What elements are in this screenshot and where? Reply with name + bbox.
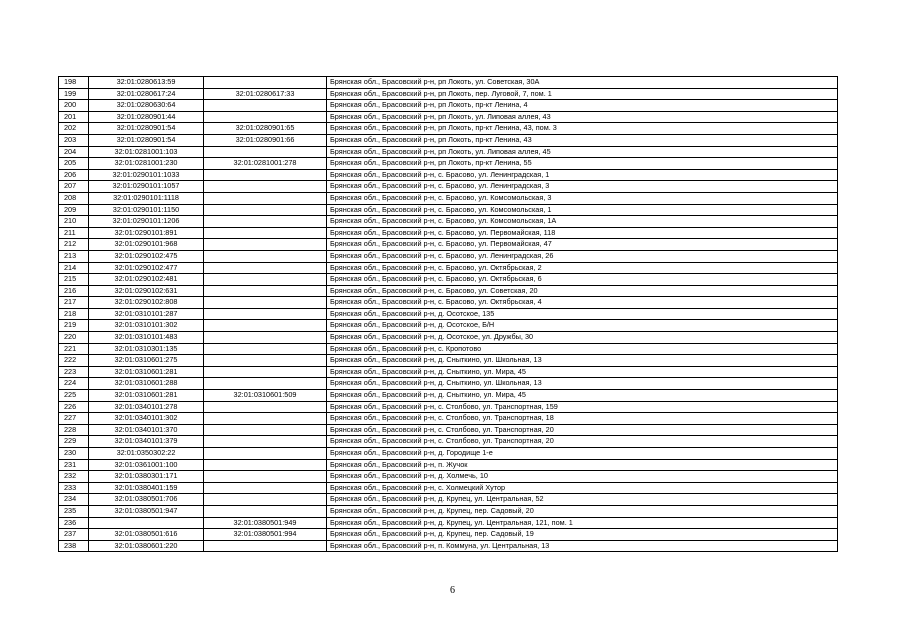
related-cadastral-number-cell [204,471,327,483]
address-cell: Брянская обл., Брасовский р-н, рп Локоть, ул. Липовая аллея, 45 [327,146,838,158]
table-row [59,517,838,529]
cadastral-table [58,76,838,552]
table-row [59,123,838,135]
row-number-cell: 204 [59,146,89,158]
related-cadastral-number-cell [204,77,327,89]
table-row [59,540,838,552]
related-cadastral-number-cell [204,181,327,193]
table-row [59,343,838,355]
related-cadastral-number-cell: 32:01:0380501:994 [204,529,327,541]
row-number-cell: 217 [59,297,89,309]
row-number-cell: 235 [59,505,89,517]
related-cadastral-number-cell [204,332,327,344]
row-number-cell: 229 [59,436,89,448]
cadastral-number-cell: 32:01:0340101:370 [89,424,204,436]
cadastral-number-cell: 32:01:0281001:103 [89,146,204,158]
table-row [59,192,838,204]
cadastral-number-cell: 32:01:0380501:947 [89,505,204,517]
cadastral-number-cell: 32:01:0380301:171 [89,471,204,483]
table-body [59,77,838,552]
table-row [59,401,838,413]
related-cadastral-number-cell [204,204,327,216]
cadastral-number-cell: 32:01:0310101:287 [89,308,204,320]
cadastral-number-cell: 32:01:0310101:302 [89,320,204,332]
row-number-cell: 199 [59,88,89,100]
cadastral-number-cell: 32:01:0280617:24 [89,88,204,100]
row-number-cell: 202 [59,123,89,135]
table-row [59,262,838,274]
row-number-cell: 203 [59,134,89,146]
row-number-cell: 230 [59,448,89,460]
address-cell: Брянская обл., Брасовский р-н, д. Сныткино, ул. Школьная, 13 [327,355,838,367]
cadastral-number-cell: 32:01:0340101:278 [89,401,204,413]
related-cadastral-number-cell [204,227,327,239]
cadastral-number-cell: 32:01:0380501:706 [89,494,204,506]
related-cadastral-number-cell [204,378,327,390]
cadastral-number-cell: 32:01:0310601:281 [89,366,204,378]
table-row [59,204,838,216]
related-cadastral-number-cell [204,111,327,123]
page-number: 6 [450,585,455,596]
row-number-cell: 206 [59,169,89,181]
address-cell: Брянская обл., Брасовский р-н, д. Сныткино, ул. Мира, 45 [327,366,838,378]
address-cell: Брянская обл., Брасовский р-н, с. Брасово, ул. Октябрьская, 2 [327,262,838,274]
related-cadastral-number-cell [204,505,327,517]
table-row [59,158,838,170]
address-cell: Брянская обл., Брасовский р-н, д. Осотское, 135 [327,308,838,320]
table-row [59,111,838,123]
row-number-cell: 228 [59,424,89,436]
cadastral-number-cell: 32:01:0310301:135 [89,343,204,355]
row-number-cell: 200 [59,100,89,112]
row-number-cell: 216 [59,285,89,297]
related-cadastral-number-cell: 32:01:0280901:66 [204,134,327,146]
related-cadastral-number-cell: 32:01:0280901:65 [204,123,327,135]
table-row [59,471,838,483]
row-number-cell: 238 [59,540,89,552]
table-row [59,227,838,239]
row-number-cell: 236 [59,517,89,529]
address-cell: Брянская обл., Брасовский р-н, д. Крупец, пер. Садовый, 20 [327,505,838,517]
address-cell: Брянская обл., Брасовский р-н, д. Городище 1-е [327,448,838,460]
table-row [59,250,838,262]
row-number-cell: 219 [59,320,89,332]
address-cell: Брянская обл., Брасовский р-н, с. Брасово, ул. Первомайская, 47 [327,239,838,251]
related-cadastral-number-cell [204,355,327,367]
cadastral-number-cell: 32:01:0290102:481 [89,274,204,286]
row-number-cell: 231 [59,459,89,471]
address-cell: Брянская обл., Брасовский р-н, п. Жучок [327,459,838,471]
row-number-cell: 214 [59,262,89,274]
cadastral-number-cell: 32:01:0280613:59 [89,77,204,89]
address-cell: Брянская обл., Брасовский р-н, с. Брасово, ул. Первомайская, 118 [327,227,838,239]
cadastral-number-cell: 32:01:0290102:477 [89,262,204,274]
table-row [59,308,838,320]
row-number-cell: 198 [59,77,89,89]
address-cell: Брянская обл., Брасовский р-н, с. Холмецкий Хутор [327,482,838,494]
address-cell: Брянская обл., Брасовский р-н, с. Брасово, ул. Ленинградская, 26 [327,250,838,262]
address-cell: Брянская обл., Брасовский р-н, рп Локоть, пр-кт Ленина, 43 [327,134,838,146]
address-cell: Брянская обл., Брасовский р-н, с. Брасово, ул. Комсомольская, 3 [327,192,838,204]
address-cell: Брянская обл., Брасовский р-н, рп Локоть, ул. Советская, 30А [327,77,838,89]
row-number-cell: 213 [59,250,89,262]
table-row [59,482,838,494]
row-number-cell: 227 [59,413,89,425]
cadastral-number-cell: 32:01:0290101:968 [89,239,204,251]
address-cell: Брянская обл., Брасовский р-н, д. Осотское, Б/Н [327,320,838,332]
row-number-cell: 212 [59,239,89,251]
related-cadastral-number-cell [204,459,327,471]
related-cadastral-number-cell [204,308,327,320]
table-row [59,366,838,378]
address-cell: Брянская обл., Брасовский р-н, с. Столбово, ул. Транспортная, 159 [327,401,838,413]
related-cadastral-number-cell [204,413,327,425]
related-cadastral-number-cell [204,401,327,413]
address-cell: Брянская обл., Брасовский р-н, д. Холмечь, 10 [327,471,838,483]
row-number-cell: 215 [59,274,89,286]
table-row [59,274,838,286]
table-row [59,285,838,297]
table-row [59,413,838,425]
table-row [59,505,838,517]
address-cell: Брянская обл., Брасовский р-н, п. Коммуна, ул. Центральная, 13 [327,540,838,552]
cadastral-number-cell: 32:01:0290101:1206 [89,216,204,228]
address-cell: Брянская обл., Брасовский р-н, с. Кропотово [327,343,838,355]
address-cell: Брянская обл., Брасовский р-н, с. Брасово, ул. Ленинградская, 3 [327,181,838,193]
cadastral-number-cell: 32:01:0380601:220 [89,540,204,552]
related-cadastral-number-cell [204,192,327,204]
cadastral-number-cell: 32:01:0281001:230 [89,158,204,170]
table-row [59,239,838,251]
cadastral-number-cell: 32:01:0361001:100 [89,459,204,471]
table-row [59,100,838,112]
row-number-cell: 222 [59,355,89,367]
related-cadastral-number-cell [204,250,327,262]
related-cadastral-number-cell [204,285,327,297]
address-cell: Брянская обл., Брасовский р-н, с. Столбово, ул. Транспортная, 20 [327,424,838,436]
address-cell: Брянская обл., Брасовский р-н, рп Локоть, пер. Луговой, 7, пом. 1 [327,88,838,100]
row-number-cell: 220 [59,332,89,344]
row-number-cell: 211 [59,227,89,239]
cadastral-number-cell: 32:01:0280901:54 [89,134,204,146]
related-cadastral-number-cell [204,320,327,332]
table-row [59,355,838,367]
cadastral-number-cell: 32:01:0340101:379 [89,436,204,448]
related-cadastral-number-cell [204,540,327,552]
cadastral-number-cell: 32:01:0310601:288 [89,378,204,390]
table-row [59,181,838,193]
related-cadastral-number-cell [204,146,327,158]
table-row [59,146,838,158]
table-row [59,216,838,228]
row-number-cell: 207 [59,181,89,193]
related-cadastral-number-cell: 32:01:0310601:509 [204,390,327,402]
related-cadastral-number-cell [204,274,327,286]
table-row [59,378,838,390]
cadastral-number-cell: 32:01:0290101:891 [89,227,204,239]
row-number-cell: 223 [59,366,89,378]
cadastral-number-cell: 32:01:0380501:616 [89,529,204,541]
table-row [59,88,838,100]
cadastral-number-cell: 32:01:0290101:1033 [89,169,204,181]
cadastral-number-cell: 32:01:0290102:631 [89,285,204,297]
row-number-cell: 226 [59,401,89,413]
address-cell: Брянская обл., Брасовский р-н, с. Брасово, ул. Ленинградская, 1 [327,169,838,181]
table-row [59,424,838,436]
row-number-cell: 205 [59,158,89,170]
related-cadastral-number-cell: 32:01:0280617:33 [204,88,327,100]
row-number-cell: 232 [59,471,89,483]
cadastral-number-cell: 32:01:0340101:302 [89,413,204,425]
cadastral-number-cell: 32:01:0350302:22 [89,448,204,460]
row-number-cell: 224 [59,378,89,390]
address-cell: Брянская обл., Брасовский р-н, д. Крупец, ул. Центральная, 52 [327,494,838,506]
row-number-cell: 237 [59,529,89,541]
address-cell: Брянская обл., Брасовский р-н, с. Брасово, ул. Октябрьская, 4 [327,297,838,309]
row-number-cell: 218 [59,308,89,320]
address-cell: Брянская обл., Брасовский р-н, д. Крупец, ул. Центральная, 121, пом. 1 [327,517,838,529]
table-row [59,448,838,460]
related-cadastral-number-cell [204,482,327,494]
table-row [59,77,838,89]
address-cell: Брянская обл., Брасовский р-н, с. Столбово, ул. Транспортная, 20 [327,436,838,448]
address-cell: Брянская обл., Брасовский р-н, рп Локоть, пр-кт Ленина, 4 [327,100,838,112]
cadastral-number-cell: 32:01:0310601:281 [89,390,204,402]
related-cadastral-number-cell [204,494,327,506]
row-number-cell: 234 [59,494,89,506]
table-row [59,494,838,506]
cadastral-number-cell: 32:01:0310101:483 [89,332,204,344]
address-cell: Брянская обл., Брасовский р-н, с. Столбово, ул. Транспортная, 18 [327,413,838,425]
address-cell: Брянская обл., Брасовский р-н, д. Сныткино, ул. Школьная, 13 [327,378,838,390]
related-cadastral-number-cell [204,239,327,251]
row-number-cell: 233 [59,482,89,494]
related-cadastral-number-cell [204,424,327,436]
cadastral-number-cell: 32:01:0290101:1118 [89,192,204,204]
related-cadastral-number-cell [204,216,327,228]
address-cell: Брянская обл., Брасовский р-н, с. Брасово, ул. Комсомольская, 1А [327,216,838,228]
table-row [59,320,838,332]
row-number-cell: 221 [59,343,89,355]
address-cell: Брянская обл., Брасовский р-н, рп Локоть, пр-кт Ленина, 55 [327,158,838,170]
address-cell: Брянская обл., Брасовский р-н, с. Брасово, ул. Советская, 20 [327,285,838,297]
row-number-cell: 201 [59,111,89,123]
address-cell: Брянская обл., Брасовский р-н, с. Брасово, ул. Комсомольская, 1 [327,204,838,216]
table-row [59,529,838,541]
cadastral-number-cell: 32:01:0290101:1057 [89,181,204,193]
related-cadastral-number-cell [204,448,327,460]
related-cadastral-number-cell [204,343,327,355]
related-cadastral-number-cell: 32:01:0380501:949 [204,517,327,529]
table-row [59,134,838,146]
cadastral-number-cell [89,517,204,529]
cadastral-number-cell: 32:01:0280901:44 [89,111,204,123]
related-cadastral-number-cell [204,100,327,112]
cadastral-number-cell: 32:01:0290102:475 [89,250,204,262]
related-cadastral-number-cell [204,262,327,274]
related-cadastral-number-cell: 32:01:0281001:278 [204,158,327,170]
table-row [59,332,838,344]
related-cadastral-number-cell [204,366,327,378]
row-number-cell: 225 [59,390,89,402]
address-cell: Брянская обл., Брасовский р-н, д. Крупец, пер. Садовый, 19 [327,529,838,541]
cadastral-number-cell: 32:01:0380401:159 [89,482,204,494]
related-cadastral-number-cell [204,169,327,181]
address-cell: Брянская обл., Брасовский р-н, с. Брасово, ул. Октябрьская, 6 [327,274,838,286]
cadastral-number-cell: 32:01:0290102:808 [89,297,204,309]
cadastral-number-cell: 32:01:0280901:54 [89,123,204,135]
table-row [59,436,838,448]
row-number-cell: 209 [59,204,89,216]
related-cadastral-number-cell [204,297,327,309]
table-row [59,459,838,471]
address-cell: Брянская обл., Брасовский р-н, д. Осотское, ул. Дружбы, 30 [327,332,838,344]
related-cadastral-number-cell [204,436,327,448]
table-row [59,169,838,181]
address-cell: Брянская обл., Брасовский р-н, д. Сныткино, ул. Мира, 45 [327,390,838,402]
cadastral-number-cell: 32:01:0280630:64 [89,100,204,112]
table-row [59,390,838,402]
cadastral-number-cell: 32:01:0310601:275 [89,355,204,367]
address-cell: Брянская обл., Брасовский р-н, рп Локоть, пр-кт Ленина, 43, пом. 3 [327,123,838,135]
row-number-cell: 210 [59,216,89,228]
row-number-cell: 208 [59,192,89,204]
address-cell: Брянская обл., Брасовский р-н, рп Локоть, ул. Липовая аллея, 43 [327,111,838,123]
cadastral-number-cell: 32:01:0290101:1150 [89,204,204,216]
table-row [59,297,838,309]
